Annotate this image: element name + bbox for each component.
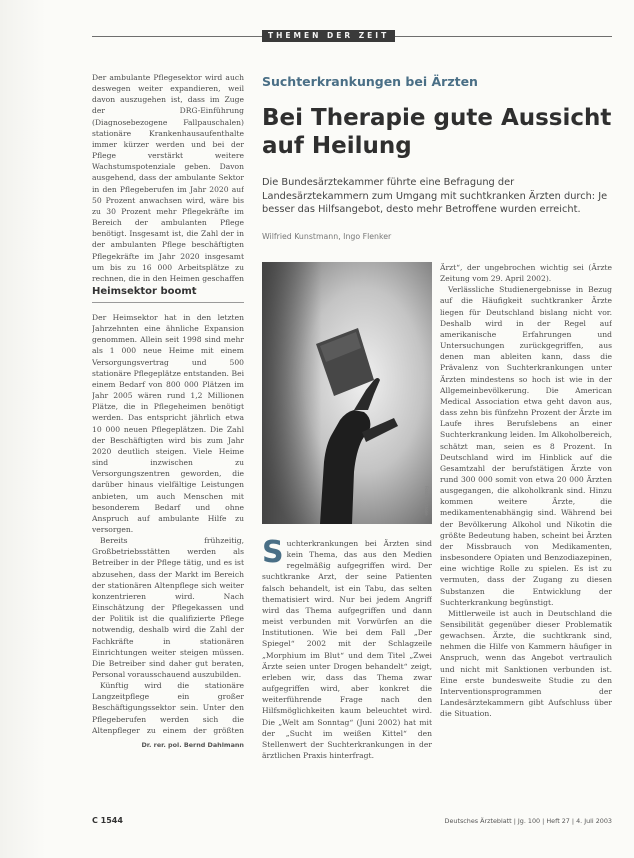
drop-cap: S — [262, 538, 284, 570]
article-column-middle — [262, 538, 432, 761]
photo-hand-glass-image — [262, 262, 432, 524]
subheading-rule — [92, 302, 244, 303]
left-author-signature: Dr. rer. pol. Bernd Dahlmann — [141, 741, 244, 749]
left-column-body — [92, 312, 244, 738]
article-photo — [262, 262, 432, 524]
article-paragraph: Verlässliche Studienergebnisse in Bezug auf die Häufigkeit suchtkranker Ärzte liegen für Deutschland bislang nicht vor. Deshalb wird in der Regel auf amerikanische Erfahrungen und Untersuchungen zurückgegriffen, aus denen man ableiten kann, dass die Prävalenz von Suchterkrankungen unter Ärzten mindestens so hoch ist wie in der Allgemeinbevölkerung. Die American Medical Association etwa geht davon aus, dass zehn bis fünfzehn Prozent der Ärzte im Laufe ihres Berufslebens an einer Suchterkrankung leiden. Im Alkoholbereich, schätzt man, seien es 8 Prozent. In Deutschland wird im Hinblick auf die Gesamtzahl der berufstätigen Ärzte von rund 300 000 somit von etwa 20 000 Ärzten ausgegangen, die alkoholkrank sind. Hinzu kommen weitere Ärzte, die medikamentenabhängig sind. Während bei der Bevölkerung Alkohol und Nikotin die größte Bedeutung haben, scheint bei Ärzten der Missbrauch von Medikamenten, insbesondere Opiaten und Benzodiazepinen, eine wichtige Rolle zu spielen. Es ist zu vermuten, dass der Zugang zu diesen Substanzen die Entwicklung der Suchterkrankung begünstigt. — [440, 285, 612, 607]
photo-credit: Foto: Keystone — [424, 486, 429, 516]
headline-line: auf Heilung — [262, 133, 412, 159]
left-paragraph: Bereits frühzeitig, Großbetriebsstätten werden als Betreiber in der Pflege tätig, und es ist abzusehen, dass der Markt im Bereich der stationären Altenpflege sich weiter konzentrieren wird. Nach Einschätzung der Pflegekassen und der Politik ist die qualifizierte Pflege notwendig, deshalb wird die Zahl der Fachkräfte in stationären Einrichtungen weiter steigen müssen. Die Betreiber sind daher gut beraten, Personal vorausschauend auszubilden. — [92, 536, 244, 679]
page-footer — [92, 816, 612, 830]
left-paragraph: Der Heimsektor hat in den letzten Jahrzehnten eine ähnliche Expansion genommen. Allein seit 1998 sind mehr als 1 000 neue Heime mit einem Versorgungsvertrag und 500 stationäre Pflegeplätze entstanden. Bei einem Bedarf von 800 000 Plätzen im Jahr 2005 wären rund 1,2 Millionen Plätze, die in Pflegeheimen benötigt werden. Das entspricht jährlich etwa 10 000 neuen Pflegeplätzen. Die Zahl der Beschäftigten wird bis zum Jahr 2020 deutlich steigen. Viele Heime sind inzwischen zu Versorgungszentren geworden, die darüber hinaus vielfältige Leistungen anbieten, um auch Menschen mit besonderem Bedarf und ohne Anspruch auf ambulante Hilfe zu versorgen. — [92, 313, 244, 534]
article-column-right — [440, 262, 612, 719]
left-subheading: Heimsektor boomt — [92, 286, 197, 297]
article-kicker: Suchterkrankungen bei Ärzten — [262, 74, 478, 89]
scan-margin — [0, 0, 46, 858]
article-paragraph: Ärzt“, der ungebrochen wichtig sei (Ärzte Zeitung vom 29. April 2002). — [440, 263, 612, 284]
article-paragraph: uchterkrankungen bei Ärzten sind kein Thema, das aus den Medien regelmäßig aufgegriffen wird. Der suchtkranke Arzt, der seine Patienten falsch behandelt, ist ein Tabu, das selten thematisiert wird. Nur bei jedem Angriff wird das Thema aufgegriffen und dann meist verbunden mit Vorwürfen an die Institutionen. Wie bei dem Fall „Der Spiegel“ 2002 mit der Schlagzeile „Morphium im Blut“ und dem Titel „Zwei Ärzte seien unter Drogen behandelt“ zeigt, erleben wir, dass das Thema zwar aufgegriffen wird, aber konkret die weiterführende Frage nach den Hilfsmöglichkeiten kaum beleuchtet wird. Die „Welt am Sonntag“ (Juni 2002) hat mit der „Sucht im weißen Kittel“ den Stellenwert der Suchterkrankungen in der ärztlichen Praxis hinterfragt. — [262, 539, 432, 760]
article-dek: Die Bundesärztekammer führte eine Befragung der Landesärztekammern zum Umgang mit suchtkranken Ärzten durch: Je besser das Hilfsangebot, desto mehr Betroffene wurden erreicht. — [262, 177, 608, 216]
section-header-bar — [92, 30, 612, 42]
left-column-intro — [92, 72, 244, 284]
section-label: THEMEN DER ZEIT — [262, 30, 395, 42]
left-paragraph: Künftig wird die stationäre Langzeitpflege ein großer Beschäftigungssektor sein. Unter den Pflegeberufen werden sich die Altenpfleger zu einem der größten — [92, 681, 244, 735]
article-paragraph: Mittlerweile ist auch in Deutschland die Sensibilität gegenüber dieser Problematik gewachsen. Ärzte, die suchtkrank sind, nehmen die Hilfe von Kammern häufiger in Anspruch, wenn das Angebot vertraulich und nicht mit Sanktionen verbunden ist. Eine erste bundesweite Studie zu den Interventionsprogrammen der Landesärztekammern gibt Aufschluss über die Situation. — [440, 608, 612, 719]
page-number: C 1544 — [92, 816, 123, 825]
article-authors: Wilfried Kunstmann, Ingo Flenker — [262, 232, 392, 241]
left-paragraph: Der ambulante Pflegesektor wird auch deswegen weiter expandieren, weil davon auszugehen ist, dass im Zuge der DRG-Einführung (Diagnosebezogene Fallpauschalen) stationäre Krankenhausaufenthalte immer kürzer werden und bei der Pflege verstärkt weitere Wachstumspotenziale geben. Davon ausgehend, dass der ambulante Sektor in den Pflegeberufen im Jahr 2020 auf 50 Prozent anwachsen wird, wäre bis zu 30 Prozent mehr Pflegekräfte im Bereich der ambulanten Pflege benötigt. Insgesamt ist, die Zahl der in der ambulanten Pflege beschäftigten Pflegekräfte im Jahr 2020 insgesamt um bis zu 16 000 Arbeitsplätze zu rechnen, die in den Heimen geschaffen — [92, 73, 244, 283]
journal-citation: Deutsches Ärzteblatt | Jg. 100 | Heft 27 | 4. Juli 2003 — [444, 817, 612, 825]
headline-line: Bei Therapie gute Aussicht — [262, 105, 612, 131]
article-headline — [262, 104, 612, 160]
